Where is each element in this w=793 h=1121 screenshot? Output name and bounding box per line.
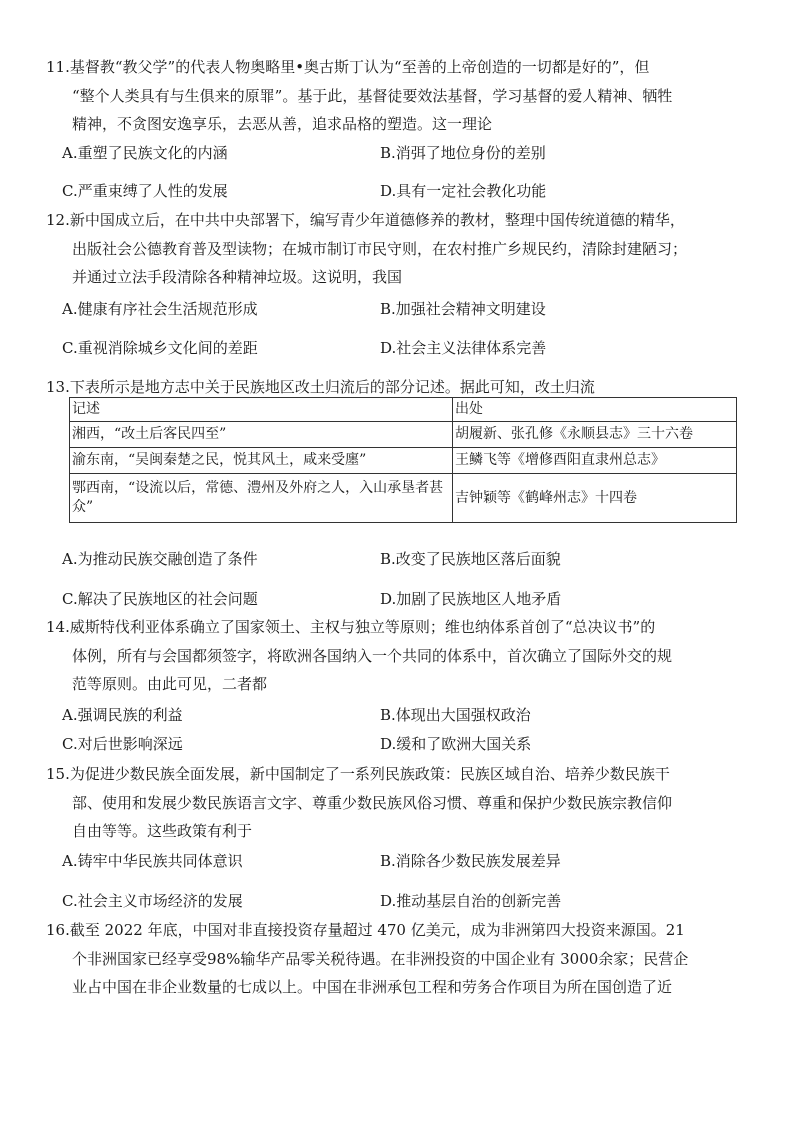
question-12 <box>46 206 758 292</box>
question-15 <box>46 760 758 846</box>
options-row <box>62 704 722 730</box>
option-b[interactable]: B.体现出大国强权政治 <box>380 706 531 724</box>
option-d[interactable]: D.社会主义法律体系完善 <box>380 339 547 357</box>
table-header-cell: 出处 <box>453 398 737 422</box>
table-header-cell: 记述 <box>70 398 453 422</box>
table-header-row <box>70 398 737 422</box>
option-d[interactable]: D.缓和了欧洲大国关系 <box>380 735 532 753</box>
question-text-line: 为促进少数民族全面发展，新中国制定了一系列民族政策：民族区域自治、培养少数民族干 <box>69 765 670 783</box>
option-b[interactable]: B.改变了民族地区落后面貌 <box>380 550 561 568</box>
question-text-line: 基督教“教父学”的代表人物奥略里•奥古斯丁认为“至善的上帝创造的一切都是好的”，但 <box>69 58 650 76</box>
option-c[interactable]: C.重视消除城乡文化间的差距 <box>62 339 258 357</box>
option-b[interactable]: B.消弭了地位身份的差别 <box>380 144 546 162</box>
question-text-line: 截至 2022 年底，中国对非直接投资存量超过 470 亿美元，成为非洲第四大投资来源国。21 <box>69 921 685 939</box>
options-row <box>62 548 722 574</box>
options-row <box>62 142 722 168</box>
table-cell: 吉钟颖等《鹤峰州志》十四卷 <box>453 474 737 523</box>
options-row <box>62 337 722 363</box>
table-cell: 鄂西南，“设流以后，常德、澧州及外府之人，入山承垦者甚众” <box>70 474 453 523</box>
option-a[interactable]: A.重塑了民族文化的内涵 <box>62 144 228 162</box>
option-b[interactable]: B.加强社会精神文明建设 <box>380 300 546 318</box>
options-row <box>62 850 722 876</box>
option-a[interactable]: A.为推动民族交融创造了条件 <box>62 550 258 568</box>
table-row <box>70 448 737 474</box>
question-text-line: “整个人类具有与生俱来的原罪”。基于此，基督徒要效法基督，学习基督的爱人精神、牺牲 <box>72 86 673 105</box>
question-text-line: 范等原则。由此可见，二者都 <box>72 675 268 693</box>
option-c[interactable]: C.解决了民族地区的社会问题 <box>62 590 258 608</box>
table-cell: 胡履新、张孔修《永顺县志》三十六卷 <box>453 422 737 448</box>
option-d[interactable]: D.推动基层自治的创新完善 <box>380 892 562 910</box>
options-row <box>62 890 722 916</box>
question-16 <box>46 916 758 1002</box>
table-cell: 湘西，“改土后客民四至” <box>70 422 453 448</box>
option-c[interactable]: C.对后世影响深远 <box>62 735 183 753</box>
question-text-line: 新中国成立后，在中共中央部署下，编写青少年道德修养的教材，整理中国传统道德的精华， <box>69 211 685 229</box>
options-row <box>62 733 722 759</box>
question-number: 13. <box>46 378 70 396</box>
option-c[interactable]: C.社会主义市场经济的发展 <box>62 892 243 910</box>
option-d[interactable]: D.加剧了民族地区人地矛盾 <box>380 590 562 608</box>
question-number: 12. <box>46 211 70 229</box>
table-cell: 渝东南，“吴闽秦楚之民，悦其风土，咸来受廛” <box>70 448 453 474</box>
option-a[interactable]: A.健康有序社会生活规范形成 <box>62 300 258 318</box>
question-text-line: 个非洲国家已经享受98%输华产品零关税待遇。在非洲投资的中国企业有 3000余家；民营企 <box>72 949 689 968</box>
source-table <box>69 397 737 523</box>
question-number: 11. <box>46 58 70 76</box>
question-number: 15. <box>46 765 70 783</box>
question-text-line: 自由等等。这些政策有利于 <box>72 822 253 840</box>
option-a[interactable]: A.铸牢中华民族共同体意识 <box>62 852 243 870</box>
table-row <box>70 474 737 523</box>
question-text-line: 业占中国在非企业数量的七成以上。中国在非洲承包工程和劳务合作项目为所在国创造了近 <box>72 978 673 996</box>
option-a[interactable]: A.强调民族的利益 <box>62 706 183 724</box>
question-text-line: 并通过立法手段清除各种精神垃圾。这说明，我国 <box>72 268 403 286</box>
question-text-line: 精神，不贪图安逸享乐，去恶从善，追求品格的塑造。这一理论 <box>72 115 493 133</box>
table-row <box>70 422 737 448</box>
question-11 <box>46 53 758 139</box>
options-row <box>62 298 722 324</box>
options-row <box>62 180 722 206</box>
question-number: 14. <box>46 618 70 636</box>
question-number: 16. <box>46 921 70 939</box>
question-text-line: 威斯特伐利亚体系确立了国家领土、主权与独立等原则；维也纳体系首创了“总决议书”的 <box>69 618 656 636</box>
question-text-line: 部、使用和发展少数民族语言文字、尊重少数民族风俗习惯、尊重和保护少数民族宗教信仰 <box>72 793 673 812</box>
table-cell: 王鳞飞等《增修酉阳直隶州总志》 <box>453 448 737 474</box>
option-c[interactable]: C.严重束缚了人性的发展 <box>62 182 228 200</box>
question-text-line: 下表所示是地方志中关于民族地区改土归流后的部分记述。据此可知，改土归流 <box>69 378 595 396</box>
option-d[interactable]: D.具有一定社会教化功能 <box>380 182 547 200</box>
options-row <box>62 588 722 614</box>
question-14 <box>46 613 758 699</box>
option-b[interactable]: B.消除各少数民族发展差异 <box>380 852 561 870</box>
question-text-line: 体例，所有与会国都须签字，将欧洲各国纳入一个共同的体系中，首次确立了国际外交的规 <box>72 646 673 665</box>
question-text-line: 出版社会公德教育普及型读物；在城市制订市民守则，在农村推广乡规民约，清除封建陋习； <box>72 239 688 258</box>
